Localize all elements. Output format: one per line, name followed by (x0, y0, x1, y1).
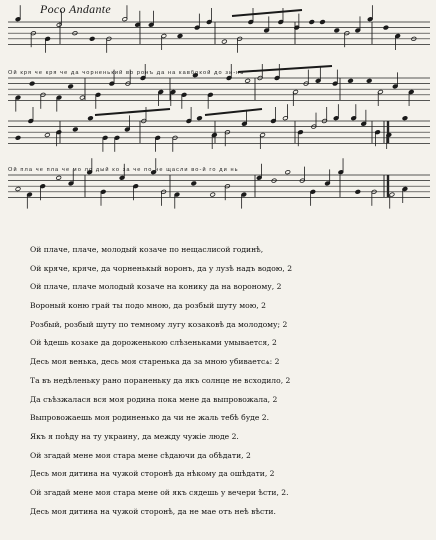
note-beam (205, 109, 262, 115)
notehead (334, 28, 340, 33)
verse-line: Десь моя дитина на чужой сторонѣ, да не мае отъ неѣ вѣсти. (30, 506, 276, 516)
verse-line: Десь моя венька, десь моя старенька да за мною убиваетсѧ: 2 (30, 357, 280, 367)
verse-line: Ой плаче, плаче молодый козаче на конику да на вороному, 2 (30, 282, 282, 292)
verse-line: Вороный коню грай ты подо мною, да розбый шуту мою, 2 (30, 301, 266, 311)
notehead (88, 116, 94, 121)
notehead (15, 187, 21, 192)
notehead (56, 175, 62, 180)
notehead (245, 78, 251, 83)
verse-line: Ой кряче, кряче, да чорненькый воронъ, да у лузѣ надъ водою, 2 (30, 263, 293, 273)
notehead (309, 20, 315, 25)
notehead (191, 181, 197, 186)
notehead (366, 78, 372, 83)
verse-line: Ой плаче, плаче, молодый козаче по нещаслисой годинѣ, (30, 245, 264, 254)
notehead (355, 189, 361, 194)
verse-line: Ой згадай мене моя стара мене ой якъ сядешь у вечери ѣсти, 2. (30, 487, 289, 497)
verse-line: Выпровожаешь моя родиненько да чи не жаль тебѣ буде 2. (30, 413, 270, 423)
notehead (89, 36, 95, 41)
verse-line: Ой згадай мене моя стара мене сѣдаючи да обѣдати, 2 (30, 450, 251, 460)
music-notation (0, 0, 436, 240)
notehead (320, 20, 326, 25)
verse-line: Якъ я поѣду на ту украину, да между чужіе люде 2. (30, 431, 239, 441)
verse-text (30, 241, 430, 521)
notehead (197, 116, 203, 121)
note-beam (95, 109, 170, 115)
verse-line: Да съѣзжалася вся моя родина пока мене да выпровожала, 2 (30, 394, 278, 404)
notehead (177, 34, 183, 39)
notehead (348, 78, 354, 83)
notehead (68, 84, 74, 89)
verse-line: Ой ѣдешь козаке да дороженькою слѣзеньками умывается, 2 (30, 338, 277, 348)
lyrics-line-1: Ой кря че кря че да чорненький во ронъ да на кавбокой до зи-нь (8, 70, 245, 76)
notehead (210, 192, 216, 197)
verse-line: Десь моя дитина на чужой сторонѣ да нѣкому да ошѣдати, 2 (30, 469, 275, 479)
notehead (72, 127, 78, 132)
notehead (79, 95, 85, 100)
lyrics-line-2: Ой пла че пла че мо ло дый ко за че по не щасли во-й го ди нь (8, 167, 239, 173)
notehead (15, 135, 21, 140)
notehead (29, 81, 35, 86)
notehead (45, 133, 51, 138)
note-beam (232, 10, 302, 16)
verse-line: Розбый, розбый шуту по темному лугу козаковѣ да молодому; 2 (30, 319, 288, 329)
notehead (222, 39, 228, 44)
tempo-marking: Poco Andante (40, 2, 112, 16)
verse-line: Та въ недѣленьку рано пораненьку да якъ солнце не всходило, 2 (30, 375, 291, 385)
notehead (402, 116, 408, 121)
notehead (383, 25, 389, 30)
